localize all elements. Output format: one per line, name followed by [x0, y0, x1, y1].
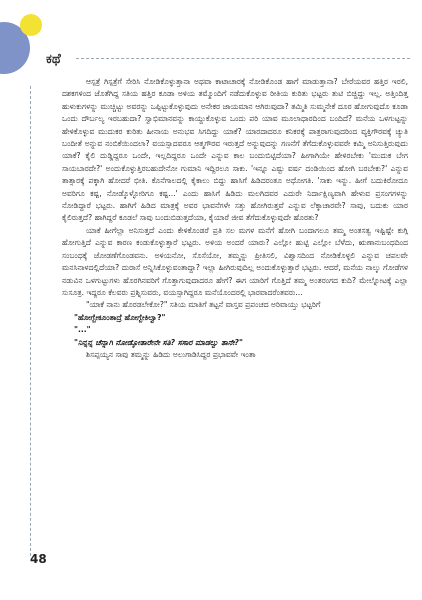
header-divider	[76, 58, 410, 59]
paragraph: ಶಿಸಪ್ಪಯ್ಯನ ಸಾವು ತಮ್ಮನ್ನು ಹಿಡಿದು ಅಲುಗಾಡಿಸಿದ್ದರ ಪ್ರಭಾವವೇ ಇಂತಾ	[86, 349, 256, 359]
margin-divider	[30, 86, 31, 556]
dialog-line: "ನಿನ್ನನ್ನ ಚೆನ್ನಾಗಿ ನೋಡ್ಕೋತಾರೇನೇ ಸತಿ? ಸಸಾರ ಮಾಡಲ್ವು ತಾನೇ?"	[74, 337, 243, 347]
paragraph: ಆಸ್ಪತ್ರೆ ಗಿಸ್ಪತ್ರೆಗೆ ಸೇರಿಸಿ ನೋಡಿಕೊಳ್ಳುತ್ತಾನಾ ಅಥವಾ ಕಾಟಾಚಾರಕ್ಕೆ ನೋಡಿಕೊಂಡ ಹಾಗೆ ಮಾಡುತ್ತಾನಾ? ಬೇರೆಯವರ ಹತ್ತಿರ ಇರಲಿ, ದಶಕಗಳಿಂದ ಜೊತೆಗಿದ್ದ ಸತಿಯ ಹತ್ತಿರ ಕೂಡಾ ಅಳಿಯ ತಮ್ಮೊಂದಿಗೆ ನಡೆದುಕೊಳ್ಳುವ ರೀತಿಯ ಕುರಿತು ಭಟ್ಟರು ತುಟಿ ಬಿಚ್ಚಿದ್ದು ಇಲ್ಲ. ಅತ್ತಿಂದಿತ್ತ ಹುಳುಕುಗಳನ್ನು ಮುಚ್ಚಿಟ್ಟು ಅವರನ್ನು ಒಪ್ಪಿಟ್ಟುಕೊಳ್ಳುವುದು ಅನೇಕರ ಜಾಯಮಾನ ಆಗಿರುವುದಾ? ತಮ್ಮಿತಿ ಸುಮ್ಮನೇಕೆ ದೂರ ಹೋಗುವುದೊ ಕೂಡಾ ಒಂದು ದೌರ್ಬಲ್ಯ ಇರಬಹುದಾ? ಸ್ವಾಭಿಮಾನವನ್ನು ಕಾಯ್ದುಕೊಳ್ಳುವ ಒಂದು ಪರಿ ಯಾವ ಮೂಲಾಧಾರದಿಂದ ಬಂದಿದೆ? ಮನೆಯ ಒಳಗುಟ್ಟನ್ನು ಹೇಳಿಕೊಳ್ಳುವ ಮುದುಕರ ಕುರಿತು ಹೀನಾಯ ಅನುಭವ ಸಿಗದಿದ್ದು ಯಾಕೆ? ಯಾರದಾದರೂ ಕನಿಕರಕ್ಕೆ ಪಾತ್ರರಾಗುವುದರಿಂದ ವ್ಯಕ್ತಿಗೌರವಕ್ಕೆ ಚ್ಯುತಿ ಬಂದೀತೆ ಅನ್ನುವ ನಂಬಿಕೆಯಿಂದಲಾ? ವಯಸ್ಸಾದವರೂ ಆತ್ಮಗೌರವ ಇರುತ್ತದೆ ಅನ್ನುವುದನ್ನು ಗಣನೆಗೆ ತೆಗೆದುಕೊಳ್ಳುವವರೇ ಕಮ್ಮಿ ಅನಿಸುತ್ತಿರುವುದು ಯಾಕೆ? ಕೈಲಿ ದುಡ್ಡಿದ್ದರೂ ಒಂದೇ, ಇಲ್ಲದಿದ್ದರೂ ಒಂದೇ ಎನ್ನುವ ಕಾಲ ಬಂದುಬಿಟ್ಟಿದೆಯಾ? ಹೀಗಾಗಿಯೇ ಹೇಳಿರಬೇಕು 'ಮುದುಕ ಬೇಗ ಸಾಯಬಾರದೇ?' ಅಂದುಕೊಳ್ಳುತ್ತಿರಬಹುದೇನೋ ಗುಮಾನಿ ಇದ್ದಿರಲೂ ಸಾಕು. 'ಇನ್ನೂ ಎಷ್ಟು ವರ್ಷ ದಂಡಿಯಿಂದ ಹೋಗಿ ಬರಬೇಕು?' ಎನ್ನುವ ತಾತ್ಸಾರಕ್ಕೆ ಪಕ್ಕಾಗಿ ಹೋದರೆ ಭೀತಿ. ಕೊನೆಗಾಲದಲ್ಲಿ ಕೈಕಾಲು ಬಿದ್ದು ಹಾಸಿಗೆ ಹಿಡಿದರಂತೂ ಅಧೋಗತಿ. 'ಸಾಕು ಇನ್ನು. ಹೀಗೆ ಬದುಕಿರೋದೂ ಅವರಿಗೂ ಕಷ್ಟ, ನೋಡ್ಕೊಳ್ಳೋರಿಗೂ ಕಷ್ಟ...' ಎಂದು ಹಾಸಿಗೆ ಹಿಡಿದು ಮಲಗಿದವರ ಎದುರೇ ನಿರ್ದಾಕ್ಷಿಣ್ಯವಾಗಿ ಹೇಳುವ ಪ್ರಸಂಗಗಳನ್ನು ನೋಡಿದ್ದಾರೆ ಭಟ್ಟರು. ಹಾಗಿಗೆ ಹಿಡಿದ ಮಾತ್ರಕ್ಕೆ ಅವರ ಭಾವನೆಗಳೇ ಸತ್ತು ಹೋಗಿರುತ್ತವೆ ಎನ್ನುವ ಲೆಕ್ಕಾಚಾರವೇ? ಸಾವು, ಬದುಕು ಯಾರ ಕೈಲಿರುತ್ತದೆ? ಹಾಗಿದ್ದರೆ ಕೂಡಲೆ ಸಾವು ಬಂದುಬಿಡುತ್ತದೆಯಾ, ಕೈಯಾರೆ ಜೀವ ತೆಗೆದುಕೊಳ್ಳುವುದೇ ಹೊರತು?	[62, 77, 408, 223]
dialog-line: "ಯಾಕೆ ನಾನು ಹೊರಡಲೇಕೋ?" ಸತಿಯ ಮಾತಿಗೆ ತಟ್ಟನೆ ವಾಸ್ತವ ಪ್ರಪಂಚದ ಅರಿವಾಯ್ತು ಭಟ್ಟರಿಗೆ	[86, 300, 321, 310]
dialog-line: "..."	[74, 325, 91, 335]
page-number: 48	[30, 552, 47, 566]
section-label: ಕಥೆ	[46, 52, 61, 67]
decorative-circle-yellow	[20, 14, 42, 36]
paragraph: ಯಾಕೆ ಹೀಗೆಲ್ಲಾ ಅನಿಸುತ್ತದೆ ಎಂದು ಕೇಳಿಕೊಂಡರೆ ಪ್ರತಿ ಸಲ ಮಗಳ ಮನೆಗೆ ಹೋಗಿ ಬಂದಾಗಲೂ ತಮ್ಮ ಅಂತಸತ್ವ ಇಷ್ಟಿಷ್ಟೇ ಕುಗ್ಗಿ ಹೋಗುತ್ತಿದೆ ಎನ್ನುವ ಕಾರಣ ಕಂಡುಕೊಳ್ಳುತ್ತಾರೆ ಭಟ್ಟರು. ಅಳಿಯ ಅಂದರೆ ಯಾರು? ಎಲ್ಲೋ ಹುಟ್ಟಿ ಎಲ್ಲೋ ಬೆಳೆದು, ಋಣಾನುಬಂಧದಿಂದ ಸಂಬಂಧಕ್ಕೆ ಜೋಡಣೆಗೊಂಡವನು. ಅಳಿಯನೋ, ಸೊಸೆಯೋ, ತಮ್ಮನ್ನು ಪ್ರೀತಿಸಲಿ, ವಿಶ್ವಾಸದಿಂದ ನೋಡಿಕೊಳ್ಳಲಿ ಎನ್ನುವ ಚಪಲವೇ ಮನಸಿನಾಳದಲ್ಲಿದೆಯಾ? ದುರಾಸೆ ಅನ್ನಿಸಿಕೊಳ್ಳುವಂತಾದ್ದಾ? ಇಲ್ಲಾ ಹೀಗಿರುವುದಿಲ್ಲ ಅಂದುಕೊಳ್ಳುತ್ತಾರೆ ಭಟ್ಟರು. ಆದರೆ, ಮನೆಯ ನಾಲ್ಕು ಗೋಡೆಗಳ ನಡುವಿನ ಒಳಗುಟ್ಟುಗಳು ಹೊರಗಿನವರಿಗೆ ಗೊತ್ತಾಗುವುದಾದರೂ ಹೇಗೆ? ಈಗ ಯಾರಿಗೆ ಗೊತ್ತಿದೆ ತಮ್ಮ ಅಂತರಂಗದ ಕುದಿ? ಮೇಲ್ನೋಟಕ್ಕೆ ಎಲ್ಲಾ ಸುಸೂತ್ರ. ಇದ್ದರೂ ಕೆಲವರು ಪ್ರಶ್ನಿಸುವರು, ವಯಸ್ಸಾಗಿದ್ದರೂ ಮನೆಯೊಂದರಲ್ಲಿ ಭಾರವಾದರೆಂತವರು...	[62, 225, 408, 297]
story-body	[62, 76, 408, 361]
dialog-line: "ಹೋಗ್ಬೇಕೂಂತಾದ್ರೆ ಹೋಗ್ಬೇಕಿಲ್ವಾ?"	[74, 312, 166, 322]
